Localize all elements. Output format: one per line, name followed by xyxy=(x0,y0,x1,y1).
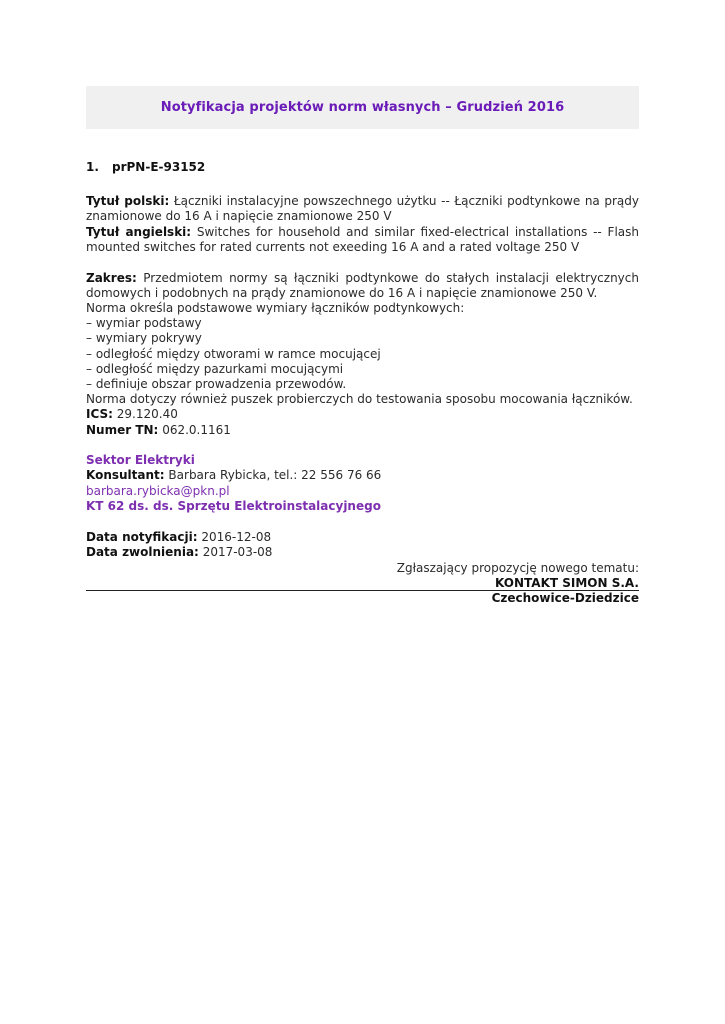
consultant xyxy=(86,468,639,483)
tn-number xyxy=(86,423,639,438)
notification-date-value: 2016-12-08 xyxy=(201,529,272,544)
submitter-label: Zgłaszający propozycję nowego tematu: xyxy=(396,560,639,575)
ics-value: 29.120.40 xyxy=(116,407,178,422)
item-heading xyxy=(86,160,639,175)
tn-label: Numer TN: xyxy=(86,422,159,437)
withdrawal-date xyxy=(86,545,639,560)
scope xyxy=(86,271,639,301)
scope-outro: Norma dotyczy również puszek probierczych do testowania sposobu mocowania łączników. xyxy=(86,392,633,407)
submitter-company: KONTAKT SIMON S.A. xyxy=(495,576,639,591)
email-link[interactable]: barbara.rybicka@pkn.pl xyxy=(86,483,230,498)
tn-value: 062.0.1161 xyxy=(162,422,231,437)
notification-date-label: Data notyfikacji: xyxy=(86,529,198,544)
list-item: – wymiar podstawy xyxy=(86,316,202,331)
scope-value: Przedmiotem normy są łączniki podtynkowe do stałych instalacji elektrycznych domowych i podobnych na prądy znamionowe do 16 A i napięcie znamionowe 250 V. xyxy=(86,270,639,300)
title-en-label: Tytuł angielski: xyxy=(86,224,192,239)
withdrawal-date-label: Data zwolnienia: xyxy=(86,544,199,559)
notification-content xyxy=(86,160,639,607)
consultant-label: Konsultant: xyxy=(86,468,165,483)
item-code: prPN-E-93152 xyxy=(112,160,206,174)
submitter-city: Czechowice-Dziedzice xyxy=(491,591,639,606)
list-item: – odległość między pazurkami mocującymi xyxy=(86,361,344,376)
consultant-value: Barbara Rybicka, tel.: 22 556 76 66 xyxy=(168,468,382,483)
title-en xyxy=(86,225,639,255)
list-item: – wymiary pokrywy xyxy=(86,331,202,346)
spacer xyxy=(86,255,639,271)
withdrawal-date-value: 2017-03-08 xyxy=(202,544,273,559)
spacer xyxy=(86,514,639,530)
scope-intro: Norma określa podstawowe wymiary łączników podtynkowych: xyxy=(86,300,465,315)
ics-label: ICS: xyxy=(86,407,113,422)
title-pl-label: Tytuł polski: xyxy=(86,194,170,209)
list-item: – definiuje obszar prowadzenia przewodów. xyxy=(86,376,347,391)
spacer xyxy=(86,438,639,454)
list-item: – odległość między otworami w ramce mocującej xyxy=(86,346,381,361)
scope-list xyxy=(86,316,639,392)
sector: Sektor Elektryki xyxy=(86,453,195,468)
title-pl xyxy=(86,194,639,224)
bottom-divider xyxy=(86,590,639,591)
title-band xyxy=(86,86,639,129)
submitter-block xyxy=(86,561,639,607)
notification-date xyxy=(86,530,639,545)
page-title: Notyfikacja projektów norm własnych – Grudzień 2016 xyxy=(160,100,565,115)
title-pl-value: Łączniki instalacyjne powszechnego użytku -- Łączniki podtynkowe na prądy znamionowe do 16 A i napięcie znamionowe 250 V xyxy=(86,194,639,224)
scope-label: Zakres: xyxy=(86,270,137,285)
ics xyxy=(86,407,639,422)
item-number: 1. xyxy=(86,160,99,174)
title-en-value: Switches for household and similar fixed-electrical installations -- Flash mounted switches for rated currents not exeeding 16 A and a rated voltage 250 V xyxy=(86,224,639,254)
committee: KT 62 ds. ds. Sprzętu Elektroinstalacyjnego xyxy=(86,498,381,513)
